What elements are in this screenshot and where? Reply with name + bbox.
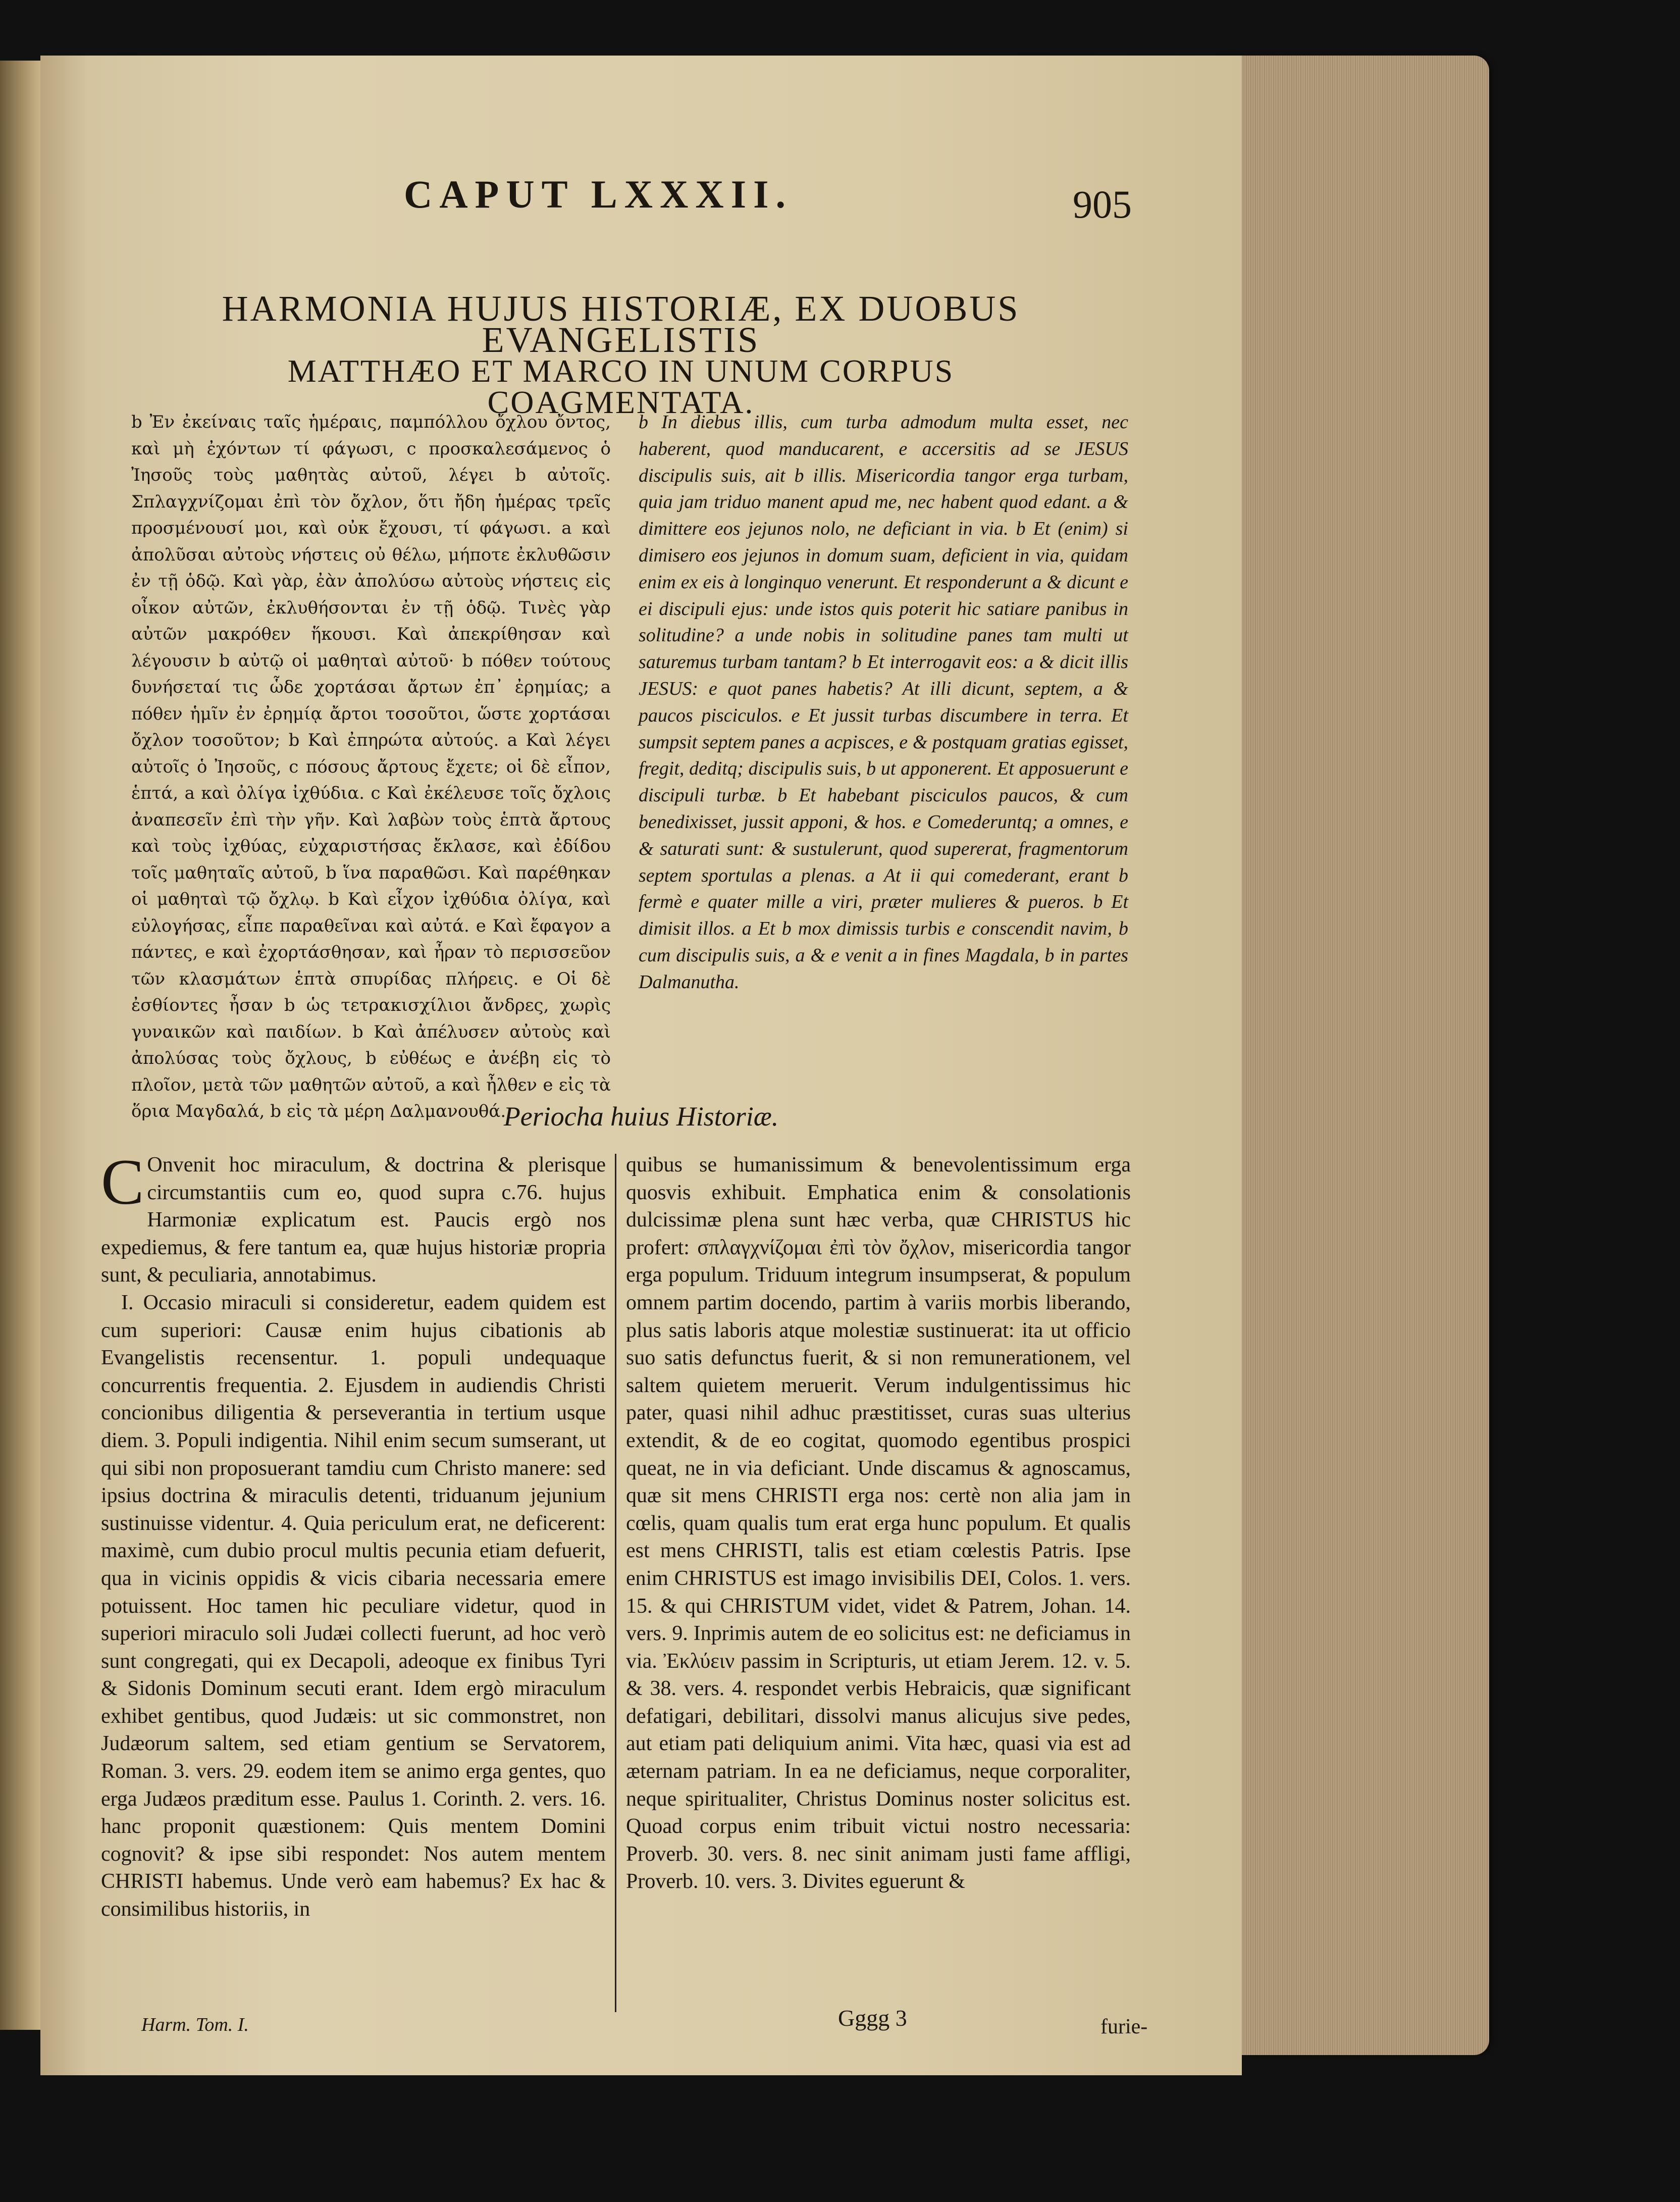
section-heading: Periocha huius Historiæ. <box>503 1101 779 1132</box>
chapter-title <box>91 288 1151 420</box>
running-head: CAPUT LXXXII. <box>404 172 793 216</box>
commentary-paragraph: I. Occasio miraculi si consideretur, eadem quidem est cum superiori: Causæ enim hujus cibationis ab Evangelistis recensentur. 1. populi undequaque concurrentis frequentia. 2. Ejusdem in audiendis Christi concionibus diligentia & perseverantia in tertium usque diem. 3. Populi indigentia. Nihil enim secum sumserant, ut qui sibi non proposuerant tamdiu cum Christo manere: sed ipsius doctrina & miraculis detenti, triduanum jejunium sustinuisse videntur. 4. Quia periculum erat, ne deficerent: maximè, cum dubio procul multis pecunia etiam defuerit, qua in vicinis oppidis & vicis cibaria necessaria emere potuissent. Hoc tamen hic peculiare videtur, quod in superiori miraculo soli Judæi collecti fuerunt, ad hoc verò sunt congregati, qui ex Decapoli, adeoque ex finibus Tyri & Sidonis Dominum secuti erant. Idem ergò miraculum exhibet gentibus, quod Judæis: ut sic commonstret, non Judæorum saltem, sed etiam gentium se Servatorem, Roman. 3. vers. 29. eodem item se animo erga gentes, quo erga Judæos præditum esse. Paulus 1. Corinth. 2. vers. 16. hanc proponit quæstionem: Quis mentem Domini cognovit? & ipse sibi respondet: Nos autem mentem CHRISTI habemus. Unde verò eam habemus? Ex hac & consimilibus historiis, in <box>101 1291 606 1921</box>
page-edges <box>1217 56 1489 2055</box>
footer-harm: Harm. Tom. I. <box>141 2014 249 2035</box>
page-number: 905 <box>1073 182 1132 226</box>
commentary-right-column: quibus se humanissimum & benevolentissimum erga quosvis exhibuit. Emphatica enim & consolationis dulcissimæ plena sunt hæc verba, quæ CHRISTUS hic profert: σπλαγχνίζομαι ἐπὶ τὸν ὄχλον, misericordia tangor erga populum. Triduum integrum insumpserat, & populum omnem partim docendo, partim à variis morbis liberando, plus satis laboris atque molestiæ sustinuerat: ita ut officio suo satis defunctus fuerit, & si non remunerationem, vel saltem quietem meruerit. Verum indulgentissimus hic pater, quasi nihil adhuc præstitisset, curas suas ulterius extendit, & de eo cogitat, quomodo egentibus prospici queat, ne in via deficiant. Unde discamus & agnoscamus, quæ sit mens CHRISTI erga nos: certè non alia jam in cœlis, quam qualis tum erat erga hunc populum. Et qualis est mens CHRISTI, talis est etiam cœlestis Patris. Ipse enim CHRISTUS est imago invisibilis DEI, Colos. 1. vers. 15. & qui CHRISTUM videt, videt & Patrem, Johan. 14. vers. 9. Inprimis autem de eo solicitus est: ne deficiamus in via. Ἐκλύειν passim in Scripturis, ut etiam Jerem. 12. v. 5. & 38. vers. 4. respondet verbis Hebraicis, quæ significant defatigari, debilitari, dissolvi manus alicujus sive pedes, aut etiam pati deliquium animi. Vita hæc, quasi via est ad æternam patriam. In ea ne deficiamus, neque corporaliter, neque spiritualiter, Christus Dominus noster solicitus est. Quoad corpus enim tribuit victui nostro necessaria: Proverb. 30. vers. 8. nec sinit animam justi fame affligi, Proverb. 10. vers. 3. Divites eguerunt & <box>626 1153 1131 1893</box>
signature-mark: Gggg 3 <box>838 2005 907 2031</box>
column-rule <box>615 1154 616 2012</box>
drop-cap: C <box>101 1146 144 1218</box>
book-page <box>40 56 1242 2075</box>
catchword: furie- <box>1100 2015 1148 2038</box>
commentary-left-column <box>101 1146 606 1923</box>
latin-column: b In diebus illis, cum turba admodum multa esset, nec haberent, quod manducarent, e accersitis ad se JESUS discipulis suis, ait b illis. Misericordia tangor erga turbam, quia jam triduo manent apud me, nec habent quod edant. a & dimittere eos jejunos nolo, ne deficiant in via. b Et (enim) si dimisero eos jejunos in domum suam, deficient in via, quidam enim ex eis à longinquo venerunt. Et responderunt a & dicunt e ei discipuli ejus: unde istos quis poterit hic satiare panibus in solitudine? a unde nobis in solitudine panes tam multi ut saturemus turbam tantam? b Et interrogavit eos: a & dicit illis JESUS: e quot panes habetis? At illi dicunt, septem, a & paucos pisciculos. e Et jussit turbas discumbere in terra. Et sumpsit septem panes a acpisces, e & postquam gratias egisset, fregit, deditq; discipulis suis, b ut apponerent. Et apposuerunt e discipuli turbæ. b Et habebant pisciculos paucos, & cum benedixisset, jussit apponi, & hos. e Comederuntq; a omnes, e & saturati sunt: & sustulerunt, quod supererat, fragmentorum septem sportulas a plenas. a At ii qui comederant, erant b fermè e quater mille a viri, præter mulieres & pueros. b Et dimisit illos. a Et b mox dimissis turbis e conscendit navim, b cum discipulis suis, a & e venit a in fines Magdala, b in partes Dalmanutha. <box>639 412 1128 993</box>
facing-page-edge <box>0 61 40 2030</box>
greek-column: b Ἐν ἐκείναις ταῖς ἡμέραις, παμπόλλου ὄχλου ὄντος, καὶ μὴ ἐχόντων τί φάγωσι, c προσκαλεσάμενος ὁ Ἰησοῦς τοὺς μαθητὰς αὐτοῦ, λέγει b αὐτοῖς. Σπλαγχνίζομαι ἐπὶ τὸν ὄχλον, ὅτι ἤδη ἡμέρας τρεῖς προσμένουσί μοι, καὶ οὐκ ἔχουσι, τί φάγωσι. a καὶ ἀπολῦσαι αὐτοὺς νήστεις οὐ θέλω, μήποτε ἐκλυθῶσιν ἐν τῇ ὁδῷ. Καὶ γὰρ, ἐὰν ἀπολύσω αὐτοὺς νήστεις εἰς οἶκον αὐτῶν, ἐκλυθήσονται ἐν τῇ ὁδῷ. Τινὲς γὰρ αὐτῶν μακρόθεν ἥκουσι. Καὶ ἀπεκρίθησαν καὶ λέγουσιν b αὐτῷ οἱ μαθηταὶ αὐτοῦ· b πόθεν τούτους δυνήσεταί τις ὧδε χορτάσαι ἄρτων ἐπ᾽ ἐρημίας; a πόθεν ἡμῖν ἐν ἐρημίᾳ ἄρτοι τοσοῦτοι, ὥστε χορτάσαι ὄχλον τοσοῦτον; b Καὶ ἐπηρώτα αὐτούς. a Καὶ λέγει αὐτοῖς ὁ Ἰησοῦς, c πόσους ἄρτους ἔχετε; οἱ δὲ εἶπον, ἑπτά, a καὶ ὀλίγα ἰχθύδια. c Καὶ ἐκέλευσε τοῖς ὄχλοις ἀναπεσεῖν ἐπὶ τὴν γῆν. Καὶ λαβὼν τοὺς ἑπτὰ ἄρτους καὶ τοὺς ἰχθύας, εὐχαριστήσας ἔκλασε, καὶ ἐδίδου τοῖς μαθηταῖς αὐτοῦ, b ἵνα παραθῶσι. Καὶ παρέθηκαν οἱ μαθηταὶ τῷ ὄχλῳ. b Καὶ εἶχον ἰχθύδια ὀλίγα, καὶ εὐλογήσας, εἶπε παραθεῖναι καὶ αὐτά. e Καὶ ἔφαγον a πάντες, e καὶ ἐχορτάσθησαν, καὶ ἦραν τὸ περισσεῦον τῶν κλασμάτων ἑπτὰ σπυρίδας πλήρεις. e Οἱ δὲ ἐσθίοντες ἦσαν b ὡς τετρακισχίλιοι ἄνδρες, χωρὶς γυναικῶν καὶ παιδίων. b Καὶ ἀπέλυσεν αὐτοὺς καὶ ἀπολύσας τοὺς ὄχλους, b εὐθέως e ἀνέβη εἰς τὸ πλοῖον, μετὰ τῶν μαθητῶν αὐτοῦ, a καὶ ἦλθεν e εἰς τὰ ὅρια Μαγδαλά, b εἰς τὰ μέρη Δαλμανουθά. <box>131 412 611 1121</box>
title-line-3: COAGMENTATA. <box>487 384 755 420</box>
title-line-1: HARMONIA HUJUS HISTORIÆ, EX DUOBUS EVANGELISTIS <box>222 288 1020 360</box>
commentary-intro: Onvenit hoc miraculum, & doctrina & plerisque circumstantiis cum eo, quod supra c.76. hujus Harmoniæ explicatum est. Paucis ergò nos expediemus, & fere tantum ea, quæ hujus historiæ propria sunt, & peculiaria, annotabimus. <box>101 1153 606 1287</box>
title-line-2: MATTHÆO ET MARCO IN UNUM CORPUS <box>287 353 955 389</box>
